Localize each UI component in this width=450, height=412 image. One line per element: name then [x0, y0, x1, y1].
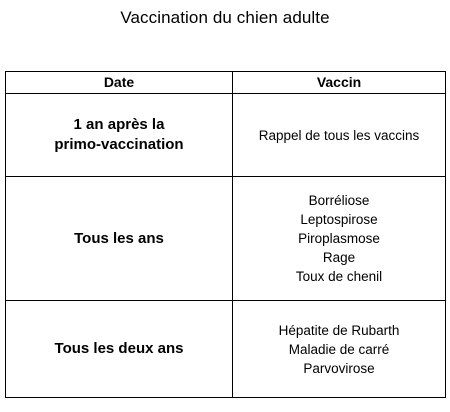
date-cell — [6, 94, 233, 177]
table-header-row — [6, 72, 446, 94]
column-header-vaccin: Vaccin — [233, 72, 446, 94]
vaccine-item: Borréliose — [308, 193, 370, 208]
vaccine-item: Toux de chenil — [295, 269, 383, 284]
vaccination-table — [5, 71, 446, 398]
date-cell — [6, 177, 233, 301]
vaccine-item: Parvovirose — [303, 360, 375, 376]
vaccine-item: Rage — [322, 250, 356, 265]
date-cell — [6, 301, 233, 398]
vaccine-cell — [233, 301, 446, 398]
date-line: primo-vaccination — [54, 136, 184, 153]
vaccine-item: Rappel de tous les vaccins — [258, 127, 420, 143]
vaccine-cell — [233, 177, 446, 301]
table-row — [6, 94, 446, 177]
date-line: Tous les deux ans — [54, 340, 184, 357]
table-row — [6, 177, 446, 301]
vaccine-item: Leptospirose — [300, 212, 378, 227]
table-row — [6, 301, 446, 398]
vaccine-cell — [233, 94, 446, 177]
vaccine-item: Piroplasmose — [298, 231, 380, 246]
column-header-date: Date — [6, 72, 233, 94]
vaccine-item: Hépatite de Rubarth — [278, 322, 400, 338]
date-line: Tous les ans — [74, 229, 164, 247]
vaccine-item: Maladie de carré — [288, 341, 390, 357]
date-line: 1 an après la — [73, 116, 165, 133]
page-title: Vaccination du chien adulte — [120, 8, 330, 27]
